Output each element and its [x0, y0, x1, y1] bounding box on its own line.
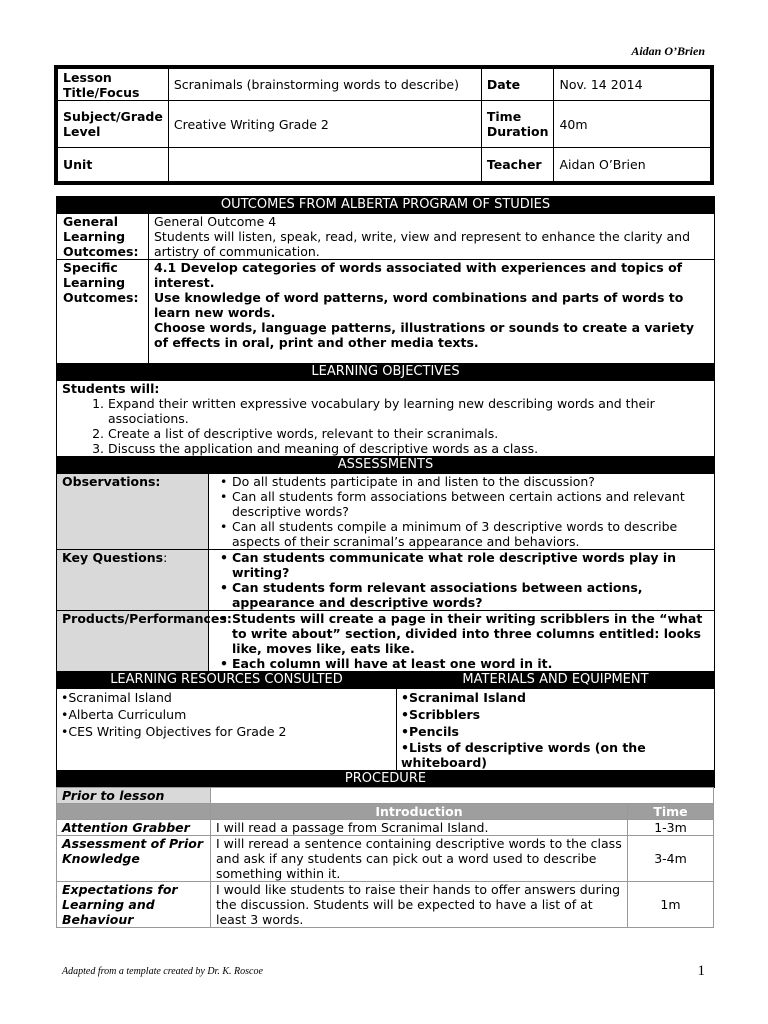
materials-content — [397, 689, 715, 771]
procedure-table — [56, 787, 714, 928]
observation-item: • Can all students form associations between certain actions and relevant descriptive words? — [232, 489, 709, 519]
lesson-title-label: Lesson Title/Focus — [58, 69, 169, 101]
general-outcomes-label: General Learning Outcomes: — [57, 214, 149, 260]
author-name: Aidan O’Brien — [631, 44, 705, 58]
key-questions-colon: : — [163, 550, 168, 565]
duration-label: Time Duration — [481, 101, 554, 148]
objectives-content — [57, 381, 715, 457]
objective-item: 1. Expand their written expressive vocabulary by learning new describing words and their associations. — [108, 396, 709, 426]
product-item: • Each column will have at least one word in it. — [232, 656, 709, 671]
date-value: Nov. 14 2014 — [554, 69, 711, 101]
prior-to-lesson-value — [211, 788, 714, 804]
introduction-header: Introduction — [211, 804, 628, 820]
lesson-plan-table — [56, 196, 715, 788]
procedure-section-title: PROCEDURE — [57, 771, 715, 788]
objectives-section-title: LEARNING OBJECTIVES — [57, 364, 715, 381]
outcomes-section-title: OUTCOMES FROM ALBERTA PROGRAM OF STUDIES — [57, 197, 715, 214]
resource-item: • Scranimal Island — [61, 689, 391, 706]
attention-grabber-time: 1-3m — [628, 820, 714, 836]
resource-item: • Alberta Curriculum — [61, 706, 391, 723]
material-item: • Scranimal Island — [401, 689, 709, 706]
objective-item: 2. Create a list of descriptive words, relevant to their scranimals. — [108, 426, 709, 441]
prior-to-lesson-label: Prior to lesson — [57, 788, 211, 804]
material-item: • Scribblers — [401, 706, 709, 723]
observations-label: Observations: — [57, 474, 209, 550]
resources-section-title: LEARNING RESOURCES CONSULTED — [57, 672, 397, 689]
expectations-time: 1m — [628, 882, 714, 928]
teacher-label: Teacher — [481, 148, 554, 182]
key-questions-label — [57, 550, 209, 611]
lesson-title-value: Scranimals (brainstorming words to describe) — [168, 69, 481, 101]
specific-outcomes-text — [149, 260, 715, 364]
duration-value: 40m — [554, 101, 711, 148]
key-question-item: • Can students communicate what role descriptive words play in writing? — [232, 550, 709, 580]
time-header: Time — [628, 804, 714, 820]
objective-item: 3. Discuss the application and meaning of descriptive words as a class. — [108, 441, 709, 456]
prior-knowledge-text: I will reread a sentence containing descriptive words to the class and ask if any students can pick out a word used to describe something within it. — [211, 836, 628, 882]
specific-outcome-item: Choose words, language patterns, illustrations or sounds to create a variety of effects in oral, print and other media texts. — [154, 320, 695, 350]
products-content — [209, 611, 715, 672]
observation-item: • Do all students participate in and listen to the discussion? — [232, 474, 709, 489]
assessments-section-title: ASSESSMENTS — [57, 457, 715, 474]
expectations-label: Expectations for Learning and Behaviour — [57, 882, 211, 928]
materials-list — [401, 689, 709, 770]
material-item: • Lists of descriptive words (on the whiteboard) — [401, 740, 709, 770]
products-label: Products/Performances: — [57, 611, 209, 672]
specific-outcome-item: Use knowledge of word patterns, word combinations and parts of words to learn new words. — [154, 290, 684, 320]
observations-content — [209, 474, 715, 550]
observation-item: • Can all students compile a minimum of 3 descriptive words to describe aspects of their scranimal’s appearance and behaviors. — [232, 519, 709, 549]
page-number: 1 — [697, 963, 705, 979]
products-list — [214, 611, 709, 671]
objectives-intro: Students will: — [62, 381, 160, 396]
key-question-item: • Can students form relevant associations between actions, appearance and descriptive words? — [232, 580, 709, 610]
specific-outcome-item: 4.1 Develop categories of words associated with experiences and topics of interest. — [154, 260, 683, 290]
procedure-header-blank — [57, 804, 211, 820]
resource-item: • CES Writing Objectives for Grade 2 — [61, 723, 391, 740]
key-questions-label-text: Key Questions — [62, 550, 164, 565]
teacher-value: Aidan O’Brien — [554, 148, 711, 182]
template-credit: Adapted from a template created by Dr. K. Roscoe — [62, 966, 263, 977]
material-item: • Pencils — [401, 723, 709, 740]
resources-list — [61, 689, 391, 740]
general-outcomes-text — [149, 214, 715, 260]
unit-value — [168, 148, 481, 182]
date-label: Date — [481, 69, 554, 101]
resources-content — [57, 689, 397, 771]
lesson-header-table — [54, 65, 714, 185]
general-outcome-description: Students will listen, speak, read, write, view and represent to enhance the clarity and artistry of communication. — [154, 229, 691, 259]
expectations-text: I would like students to raise their hands to offer answers during the discussion. Students will be expected to have a list of at least 3 words. — [211, 882, 628, 928]
general-outcome-title: General Outcome 4 — [154, 214, 277, 229]
unit-label: Unit — [58, 148, 169, 182]
product-item: • Students will create a page in their writing scribblers in the “what to write about” section, divided into three columns entitled: looks like, moves like, eats like. — [232, 611, 709, 656]
key-questions-list — [214, 550, 709, 610]
key-questions-content — [209, 550, 715, 611]
materials-section-title: MATERIALS AND EQUIPMENT — [397, 672, 715, 689]
specific-outcomes-label: Specific Learning Outcomes: — [57, 260, 149, 364]
subject-label: Subject/Grade Level — [58, 101, 169, 148]
prior-knowledge-label: Assessment of Prior Knowledge — [57, 836, 211, 882]
objectives-list — [62, 396, 709, 456]
attention-grabber-text: I will read a passage from Scranimal Island. — [211, 820, 628, 836]
subject-value: Creative Writing Grade 2 — [168, 101, 481, 148]
attention-grabber-label: Attention Grabber — [57, 820, 211, 836]
observations-list — [214, 474, 709, 549]
prior-knowledge-time: 3-4m — [628, 836, 714, 882]
